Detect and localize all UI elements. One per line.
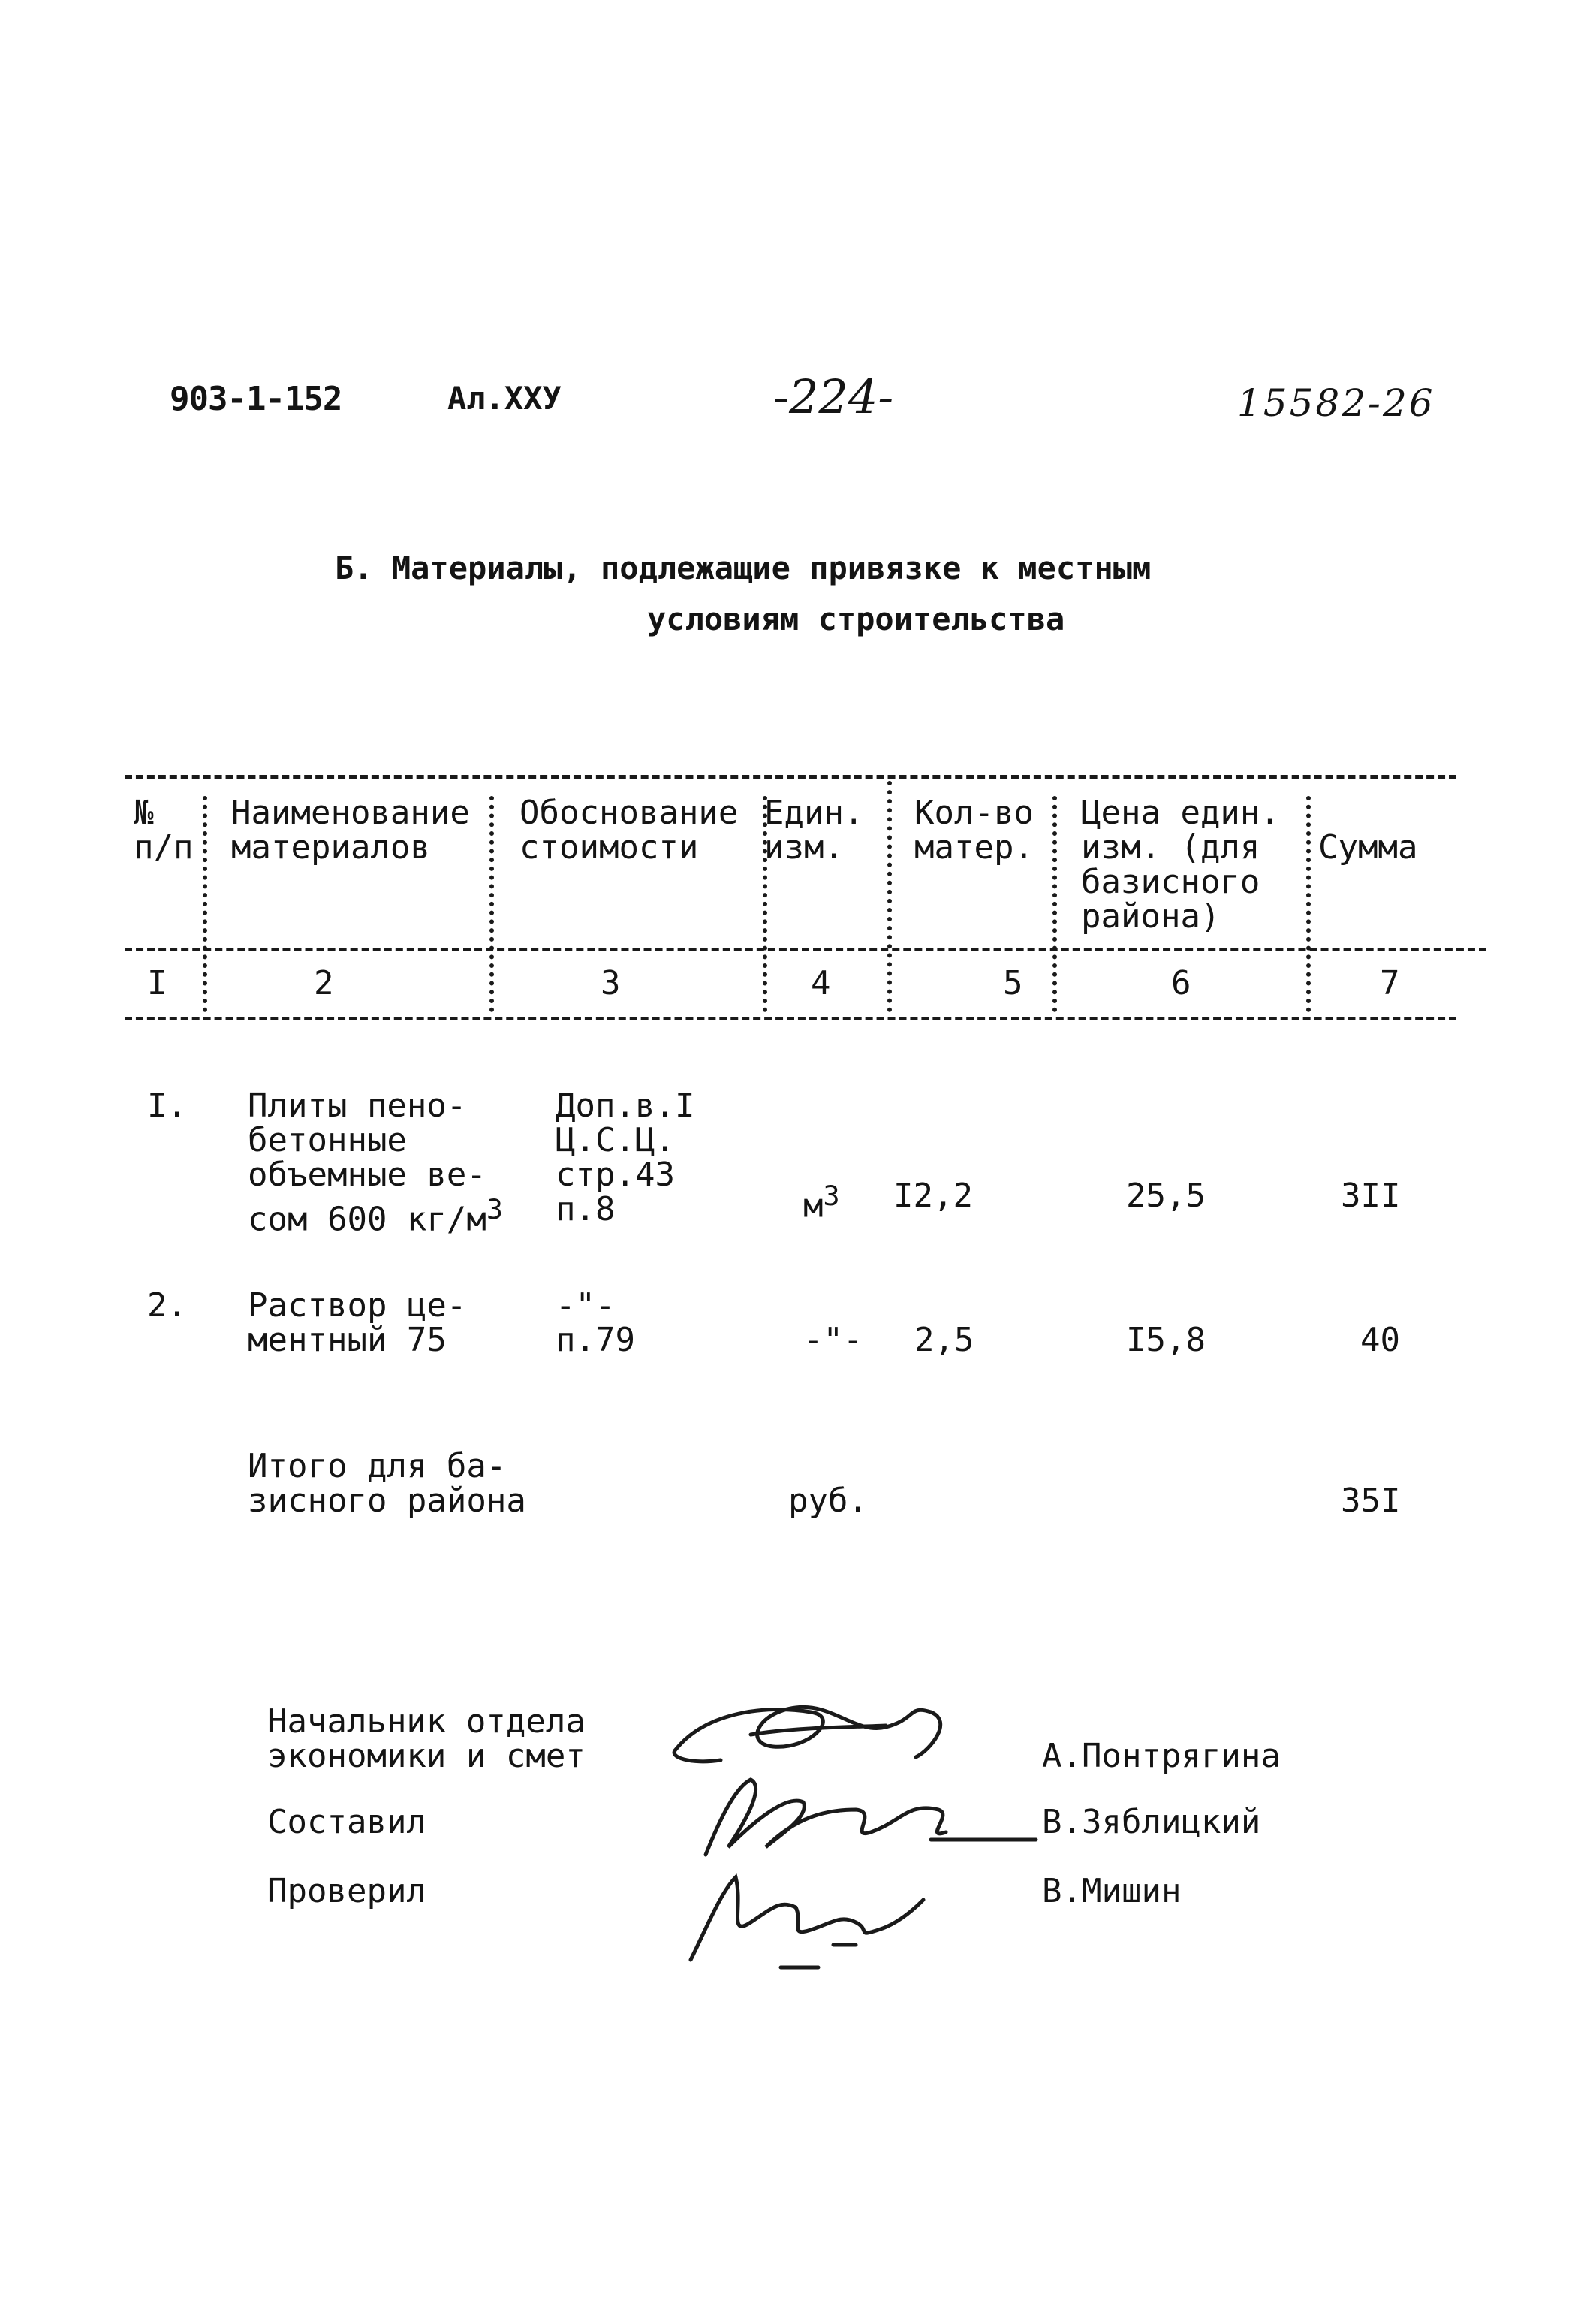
column-number: I bbox=[147, 964, 167, 1002]
table-header-rule bbox=[125, 948, 1486, 951]
header-col-quantity: Кол-во матер. bbox=[914, 794, 1034, 867]
header-col-unit-price: Цена един. изм. (для базисного района) bbox=[1081, 794, 1280, 936]
signatory-1-role: Начальник отдела экономики и смет bbox=[267, 1702, 586, 1775]
column-separator bbox=[1052, 796, 1057, 1012]
signatory-2-name: В.Зяблицкий bbox=[1042, 1803, 1261, 1841]
header-col-number: № п/п bbox=[134, 794, 194, 867]
signatory-3-role: Проверил bbox=[267, 1872, 426, 1910]
column-separator bbox=[489, 796, 494, 1012]
row-1-price: 25,5 bbox=[1126, 1177, 1206, 1215]
row-1-sum: 3II bbox=[1341, 1177, 1401, 1215]
column-separator bbox=[203, 796, 207, 1012]
signatory-2-role: Составил bbox=[267, 1803, 426, 1841]
row-2-number: 2. bbox=[147, 1286, 187, 1325]
row-2-basis: -"- п.79 bbox=[556, 1286, 635, 1359]
row-1-name: Плиты пено- бетонные объемные ве- сом 600 $кг/м^3$ bbox=[248, 1087, 503, 1239]
column-number: 6 bbox=[1171, 964, 1191, 1002]
row-2-sum: 40 bbox=[1360, 1321, 1400, 1359]
column-number: 3 bbox=[601, 964, 621, 1002]
table-top-rule bbox=[125, 775, 1456, 779]
archive-number: 15582-26 bbox=[1237, 381, 1435, 425]
header-col-basis: Обоснование стоимости bbox=[519, 794, 739, 867]
row-2-name: Раствор це- ментный 75 bbox=[248, 1286, 467, 1359]
row-1-unit: $м^3$ bbox=[803, 1180, 840, 1225]
row-1-number: I. bbox=[147, 1087, 187, 1125]
header-col-name: Наименование материалов bbox=[231, 794, 470, 867]
sheet-label: Ал.XXУ bbox=[447, 380, 562, 417]
total-sum: 35I bbox=[1341, 1482, 1401, 1520]
signature-1-drawing bbox=[661, 1682, 991, 1787]
total-unit: руб. bbox=[788, 1482, 868, 1520]
signatory-3-name: В.Мишин bbox=[1042, 1872, 1182, 1910]
header-col-unit: Един. изм. bbox=[764, 794, 864, 867]
section-title-line-1: Б. Материалы, подлежащие привязке к местным bbox=[335, 550, 1152, 586]
total-label: Итого для ба- зисного района bbox=[248, 1447, 526, 1520]
column-number: 5 bbox=[1003, 964, 1023, 1002]
column-number: 2 bbox=[314, 964, 334, 1002]
column-separator bbox=[1306, 796, 1311, 1012]
row-1-quantity: I2,2 bbox=[893, 1177, 973, 1215]
document-code: 903-1-152 bbox=[170, 380, 342, 418]
page-number: -224- bbox=[773, 369, 894, 424]
signature-3-drawing bbox=[668, 1855, 938, 1975]
row-2-price: I5,8 bbox=[1126, 1321, 1206, 1359]
column-number: 7 bbox=[1380, 964, 1400, 1002]
column-number: 4 bbox=[811, 964, 831, 1002]
column-separator bbox=[887, 781, 892, 1012]
header-col-sum: Сумма bbox=[1318, 828, 1418, 867]
table-number-rule bbox=[125, 1017, 1456, 1020]
row-2-unit: -"- bbox=[803, 1321, 863, 1359]
signatory-1-name: А.Понтрягина bbox=[1042, 1737, 1281, 1775]
section-title-line-2: условиям строительства bbox=[647, 601, 1065, 638]
row-1-basis: Доп.в.I Ц.С.Ц. стр.43 п.8 bbox=[556, 1087, 695, 1228]
row-2-quantity: 2,5 bbox=[914, 1321, 974, 1359]
